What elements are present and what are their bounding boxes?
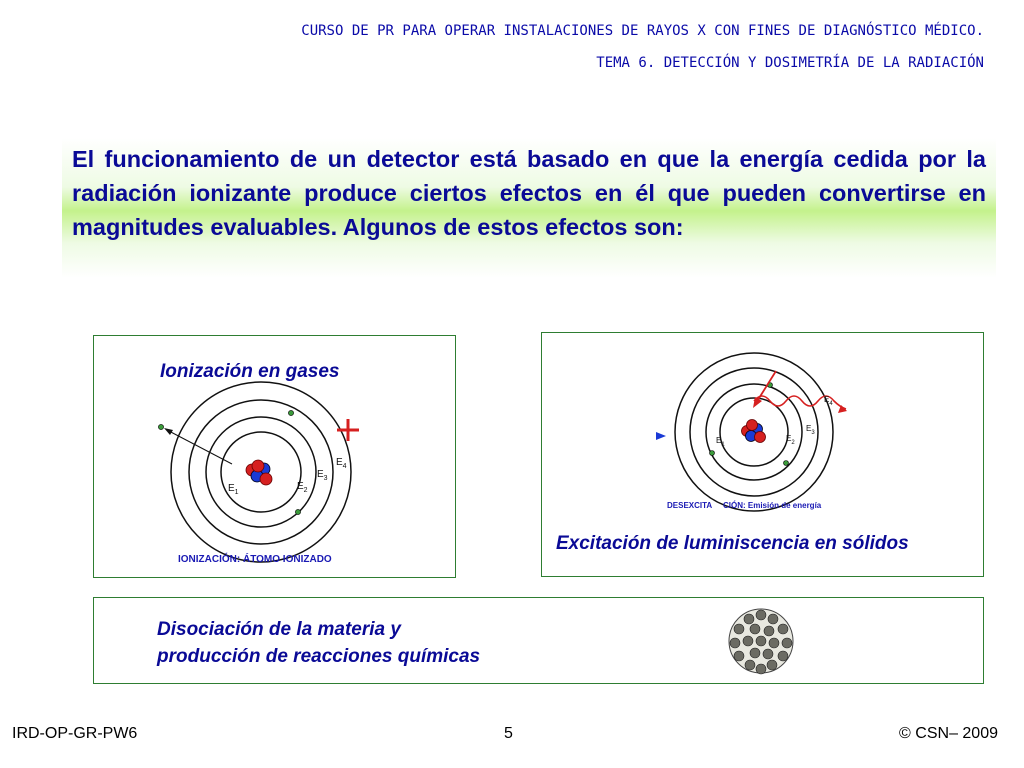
fullerene-molecule-icon xyxy=(94,598,983,683)
document-code: IRD-OP-GR-PW6 xyxy=(12,725,138,742)
dissociation-panel xyxy=(93,597,984,684)
ionization-diagram-label: IONIZACIÓN: ÁTOMO IONIZADO xyxy=(178,554,332,565)
ionization-caption: Ionización en gases xyxy=(160,361,340,382)
luminescence-diagram-label-a: DESEXCITA xyxy=(667,501,713,510)
svg-text:E4: $E_4$ xyxy=(824,395,833,407)
topic-title: TEMA 6. DETECCIÓN Y DOSIMETRÍA DE LA RADIACIÓN xyxy=(596,55,984,71)
intro-text: El funcionamiento de un detector está basado en que la energía cedida por la radiación ionizante produce ciertos efectos en él que pueden convertirse en magnitudes evaluables. Algunos de estos efectos son: xyxy=(72,146,986,240)
svg-text:E1: $E_1$ xyxy=(716,436,725,448)
svg-text:E3: $E_3$ xyxy=(806,424,815,436)
luminescence-panel xyxy=(541,332,984,577)
luminescence-caption: Excitación de luminiscencia en sólidos xyxy=(556,533,909,554)
luminescence-diagram-label-b: CIÓN: Emisión de energía xyxy=(723,501,822,510)
ionization-panel xyxy=(93,335,456,578)
page-number: 5 xyxy=(504,725,513,742)
course-title: CURSO DE PR PARA OPERAR INSTALACIONES DE RAYOS X CON FINES DE DIAGNÓSTICO MÉDICO. xyxy=(301,23,984,39)
intro-highlight xyxy=(62,138,996,278)
svg-text:E4: $E_4$ xyxy=(336,457,347,470)
svg-text:E2: $E_2$ xyxy=(786,434,795,446)
dissociation-caption-line2: producción de reacciones químicas xyxy=(157,646,481,667)
svg-text:E3: $E_3$ xyxy=(317,469,328,482)
dissociation-caption-line1: Disociación de la materia y xyxy=(157,619,401,640)
svg-text:E2: $E_2$ xyxy=(297,481,308,494)
svg-text:E1: $E_1$ xyxy=(228,483,239,496)
copyright: © CSN– 2009 xyxy=(899,725,998,742)
